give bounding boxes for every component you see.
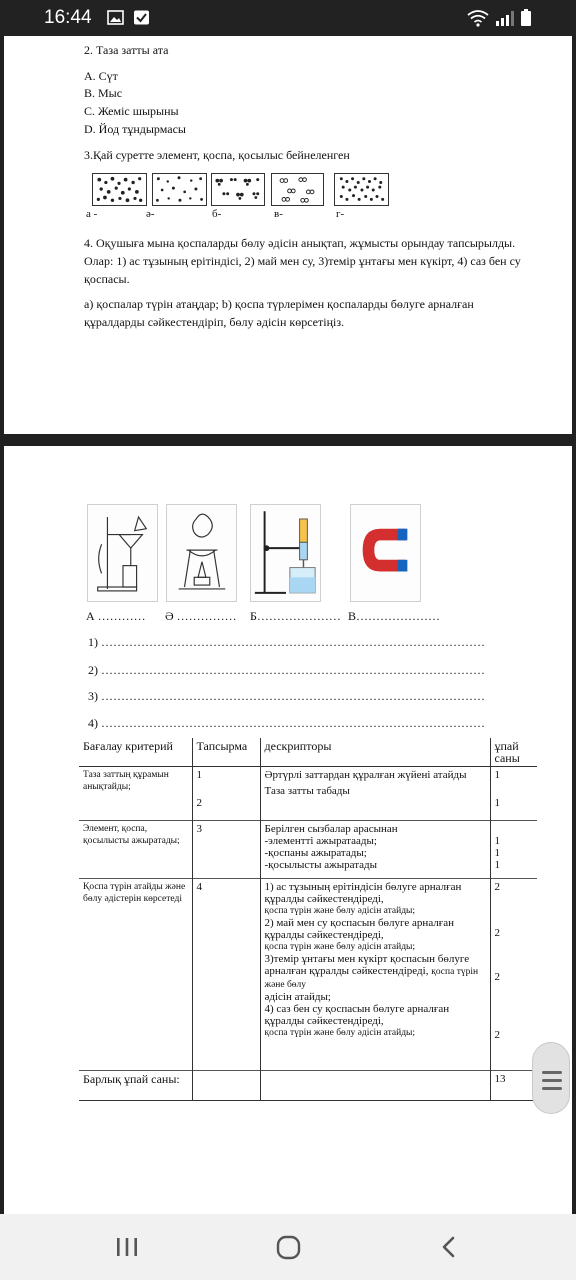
recents-icon[interactable]: [115, 1236, 139, 1258]
descriptor-note: қоспа түрін және бөлу: [264, 967, 479, 990]
assessment-table: [79, 738, 537, 1101]
checkbox-icon: [133, 10, 150, 25]
diagram-b: [211, 173, 265, 206]
magnet-image: [350, 504, 421, 602]
score-value: 1: [494, 769, 500, 781]
descriptor: -элементті ажыратаады;: [264, 835, 377, 847]
diagram-label-b: б-: [212, 208, 222, 220]
status-time: 16:44: [44, 7, 92, 28]
image-label-ae: Ә ……………: [165, 609, 237, 623]
descriptor: 1) ас тұзының ерітіндісін бөлуге арналған құралды сәйкестендіреді,: [264, 881, 462, 905]
score-value: 2: [494, 1029, 500, 1041]
evaporation-apparatus-image: [166, 504, 237, 602]
task-number: 1: [196, 769, 202, 781]
descriptor-text: 3)темір ұнтағы мен күкірт қоспасын бөлуге арналған құралды сәйкестендіреді,: [264, 953, 470, 977]
diagram-label-a: а -: [86, 208, 98, 220]
option-a: A. Сүт: [84, 69, 118, 83]
question-2-title: 2. Таза затты ата: [84, 43, 169, 57]
wifi-icon: [468, 11, 488, 27]
descriptor: 4) саз бен су қоспасын бөлуге арналған құралды сәйкестендіреді,: [264, 1003, 450, 1027]
table-total-row: [79, 1071, 537, 1101]
option-d: D. Йод тұндырмасы: [84, 122, 186, 136]
header-task: Тапсырма: [192, 738, 260, 767]
descriptor: 2) май мен су қоспасын бөлуге арналған құралды сәйкестендіреді,: [264, 917, 455, 941]
descriptor: -қоспаны ажыратады;: [264, 847, 367, 859]
descriptor: [265, 953, 486, 991]
diagram-a: [92, 173, 147, 206]
question-4-subtask: а) қоспалар түрін атаңдар; b) қоспа түрлерімен қоспаларды бөлуге арналған құралдарды сәйкестендіріп, бөлу әдісін көрсетіңіз.: [84, 297, 474, 329]
home-icon[interactable]: [276, 1235, 301, 1260]
answer-line: 3) ……………………………………………………………………………………: [88, 689, 485, 703]
descriptor: Таза затты табады: [264, 785, 350, 797]
answer-line: 2) ……………………………………………………………………………………: [88, 663, 485, 677]
descriptor: Берілген сызбалар арасынан: [264, 823, 398, 835]
table-header-row: [79, 738, 537, 767]
diagram-ae: [152, 173, 207, 206]
header-score: ұпай саны: [490, 738, 537, 767]
scroll-handle-icon[interactable]: [532, 1042, 570, 1114]
diagram-g: [334, 173, 389, 206]
descriptor-note: әдісін атайды;: [264, 991, 331, 1003]
descriptor-note: қоспа түрін және бөлу әдісін атайды;: [264, 1028, 416, 1038]
gallery-icon: [107, 10, 124, 25]
table-row: [79, 821, 537, 879]
score-value: 2: [494, 927, 500, 939]
total-score: 13: [490, 1071, 537, 1101]
criteria-cell: Қоспа түрін атайды және бөлу әдістерін көрсетеді: [79, 879, 192, 1071]
status-bar: [0, 0, 576, 36]
score-value: 2: [494, 971, 500, 983]
separatory-funnel-image: [250, 504, 321, 602]
answer-line: 1) ……………………………………………………………………………………: [88, 635, 485, 649]
option-b: B. Мыс: [84, 86, 123, 100]
question-4-text: 4. Оқушыға мына қоспаларды бөлу әдісін анықтап, жұмысты орындау тапсырылды. Олар: 1) ас тұзының ерітіндісі, 2) май мен су, 3)темір ұнтағы мен күкірт, 4) саз бен су қоспасы.: [84, 236, 521, 286]
descriptor: -қосылысты ажыратады: [264, 859, 378, 871]
descriptor-note: қоспа түрін және бөлу әдісін атайды;: [264, 906, 416, 916]
diagram-label-v: в-: [274, 208, 283, 220]
criteria-cell: Элемент, қоспа, қосылысты ажыратады;: [79, 821, 192, 879]
image-label-a: А …………: [86, 609, 146, 623]
diagram-label-ae: ә-: [146, 208, 155, 220]
score-value: 2: [494, 881, 500, 893]
score-value: 1: [494, 797, 500, 809]
option-c: C. Жеміс шырыны: [84, 104, 179, 118]
system-tray: [466, 9, 536, 27]
score-value: 1: [494, 847, 500, 859]
diagram-v: [271, 173, 324, 206]
score-value: 1: [494, 835, 500, 847]
descriptor: Әртүрлі заттардан құралған жүйені атайды: [264, 769, 467, 781]
image-label-v: В…………………: [348, 609, 441, 623]
answer-line: 4) ……………………………………………………………………………………: [88, 716, 485, 730]
task-number: 4: [192, 879, 260, 1071]
header-criteria: Бағалау критерий: [79, 738, 192, 767]
battery-icon: [521, 9, 531, 26]
total-label: Барлық ұпай саны:: [79, 1071, 192, 1101]
diagram-label-g: г-: [336, 208, 345, 220]
table-row: [79, 767, 537, 821]
signal-icon: [496, 11, 514, 26]
navigation-bar: [0, 1214, 576, 1280]
descriptor-note: қоспа түрін және бөлу әдісін атайды;: [264, 942, 416, 952]
task-number: 2: [196, 797, 202, 809]
question-3-title: 3.Қай суретте элемент, қоспа, қосылыс бейнеленген: [84, 148, 350, 162]
criteria-cell: Таза заттың құрамын анықтайды;: [79, 767, 192, 821]
score-value: 1: [494, 859, 500, 871]
image-label-b: Б…………………: [250, 609, 341, 623]
task-number: 3: [192, 821, 260, 879]
header-descriptors: дескрипторы: [260, 738, 490, 767]
table-row: [79, 879, 537, 1071]
back-icon[interactable]: [440, 1236, 458, 1258]
filtration-apparatus-image: [87, 504, 158, 602]
